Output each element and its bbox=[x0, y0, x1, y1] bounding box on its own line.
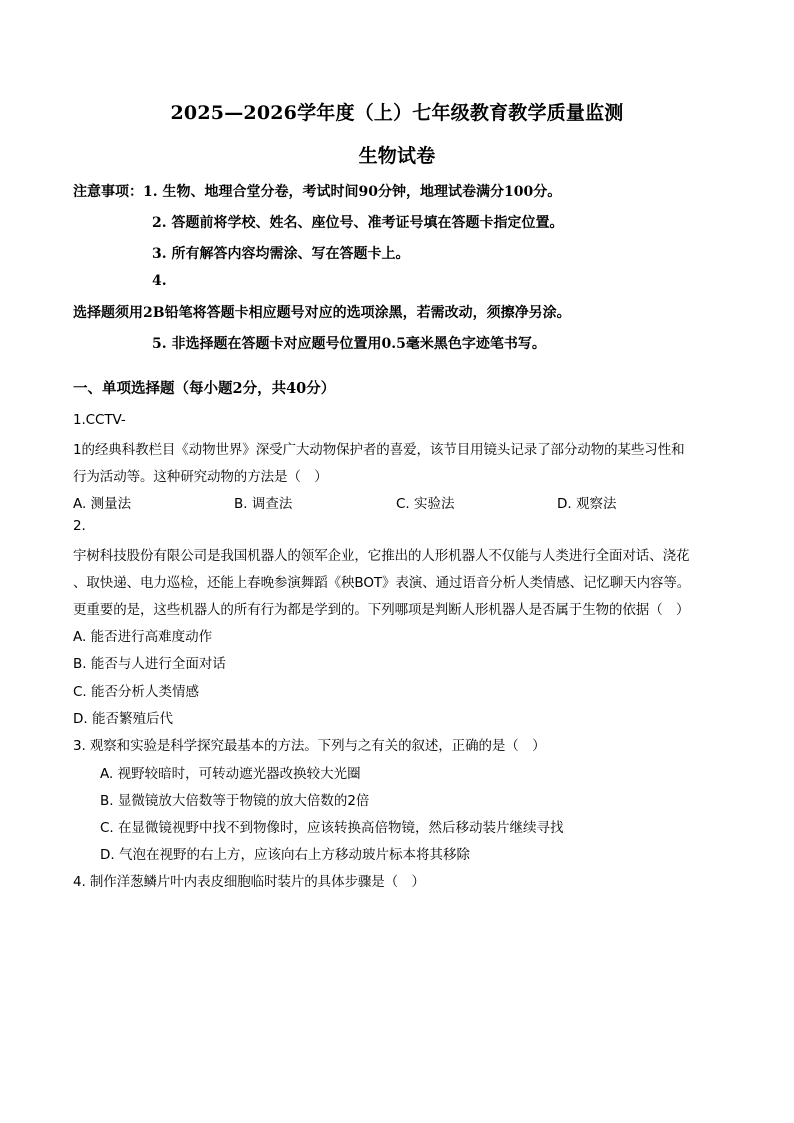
question-2-stem-line: 、取快递、电力巡检，还能上春晚参演舞蹈《秧BOT》表演、通过语音分析人类情感、记忆聊天内容等。 bbox=[73, 575, 691, 591]
question-2-number: 2. bbox=[73, 518, 86, 534]
question-1-stem-line: 行为活动等。这种研究动物的方法是（ ） bbox=[73, 469, 328, 485]
exam-title: 2025—2026学年度（上）七年级教育教学质量监测 bbox=[170, 102, 624, 124]
question-1-option-d: D. 观察法 bbox=[557, 496, 617, 512]
notice-item-5: 5. 非选择题在答题卡对应题号位置用0.5毫米黑色字迹笔书写。 bbox=[152, 336, 546, 352]
question-2-option-a: A. 能否进行高难度动作 bbox=[73, 629, 213, 645]
question-1-option-a: A. 测量法 bbox=[73, 496, 132, 512]
question-4-stem: 4. 制作洋葱鳞片叶内表皮细胞临时装片的具体步骤是（ ） bbox=[73, 874, 425, 890]
question-2-option-d: D. 能否繁殖后代 bbox=[73, 711, 173, 727]
notice-item-4-text: 选择题须用2B铅笔将答题卡相应题号对应的选项涂黑，若需改动，须擦净另涂。 bbox=[73, 305, 571, 321]
section-heading: 一、单项选择题（每小题2分，共40分） bbox=[73, 380, 336, 397]
question-3-stem: 3. 观察和实验是科学探究最基本的方法。下列与之有关的叙述，正确的是（ ） bbox=[73, 738, 546, 754]
question-2-option-c: C. 能否分析人类情感 bbox=[73, 684, 200, 700]
question-1-option-b: B. 调查法 bbox=[234, 496, 293, 512]
question-3-option-d: D. 气泡在视野的右上方，应该向右上方移动玻片标本将其移除 bbox=[100, 847, 470, 863]
notice-item-4-number: 4. bbox=[152, 273, 167, 289]
exam-subject: 生物试卷 bbox=[358, 145, 436, 167]
question-1-stem-line: 1的经典科教栏目《动物世界》深受广大动物保护者的喜爱，该节目用镜头记录了部分动物的某些习性和 bbox=[73, 442, 685, 458]
notice-item-3: 3. 所有解答内容均需涂、写在答题卡上。 bbox=[152, 246, 410, 262]
question-1-option-c: C. 实验法 bbox=[396, 496, 455, 512]
question-3-option-c: C. 在显微镜视野中找不到物像时，应该转换高倍物镜，然后移动装片继续寻找 bbox=[100, 820, 564, 836]
question-1-number: 1.CCTV- bbox=[73, 412, 126, 428]
notice-line-1: 注意事项：1. 生物、地理合堂分卷，考试时间90分钟，地理试卷满分100分。 bbox=[73, 184, 562, 200]
question-2-stem-line: 宇树科技股份有限公司是我国机器人的领军企业，它推出的人形机器人不仅能与人类进行全面对话、浇花 bbox=[73, 548, 690, 564]
question-2-option-b: B. 能否与人进行全面对话 bbox=[73, 656, 226, 672]
notice-item-2: 2. 答题前将学校、姓名、座位号、准考证号填在答题卡指定位置。 bbox=[152, 215, 564, 231]
question-3-option-a: A. 视野较暗时，可转动遮光器改换较大光圈 bbox=[100, 766, 361, 782]
question-3-option-b: B. 显微镜放大倍数等于物镜的放大倍数的2倍 bbox=[100, 793, 370, 809]
question-2-stem-line: 更重要的是，这些机器人的所有行为都是学到的。下列哪项是判断人形机器人是否属于生物的依据（ ） bbox=[73, 602, 690, 618]
